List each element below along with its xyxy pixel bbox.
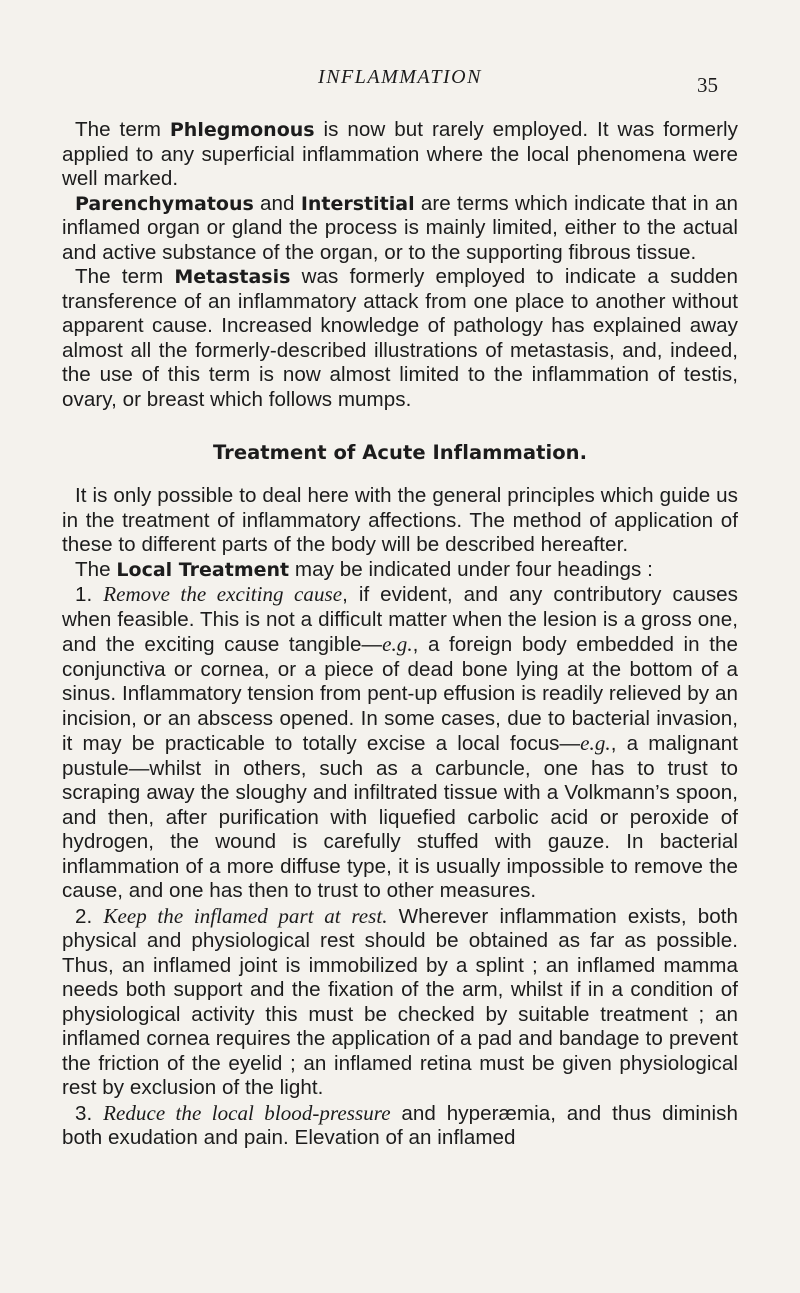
text-run: and hyperæmia, and thus diminish both exudation and pain. Elevation of an inflamed — [62, 1101, 739, 1149]
body-text — [62, 118, 738, 1151]
text-run: It is only possible to deal here with the general principles which guide us in the treatment of inflammatory affections. The method of application of these to different parts of the body will be described hereafter. — [62, 484, 738, 556]
text-run: , a malignant pustule—whilst in others, such as a carbuncle, one has to trust to scraping away the sloughy and infiltrated tissue with a Volkmann’s spoon, and then, after purification with liquefied carbolic acid or peroxide of hydrogen, the wound is carefully stuffed with gauze. In bacterial inflammation of a more diffuse type, it is usually impossible to remove the cause, and one has then to trust to other measures. — [62, 732, 738, 902]
term-interstitial: Interstitial — [300, 192, 415, 215]
text-run: , a foreign body embedded in the conjunctiva or cornea, or a piece of dead bone lying at the bottom of a sinus. Inflammatory tension from pent-up effusion is readily relieved by an incision, or an abscess opened. In some cases, due to bacterial invasion, it may be practicable to totally excise a local focus— — [62, 633, 738, 755]
paragraph-parenchymatous — [62, 192, 738, 266]
text-run: Wherever inflammation exists, both physical and physiological rest should be obtained as far as possible. Thus, an inflamed joint is immobilized by a splint ; an inflamed mamma needs both support and the fixation of the arm, whilst if in a condition of physiological activity this must be checked by suitable treatment ; an inflamed cornea requires the application of a pad and bandage to prevent the friction of the eyelid ; an inflamed retina must be given physiological rest by exclusion of the light. — [62, 904, 739, 1099]
term-parenchymatous: Parenchymatous — [75, 192, 254, 215]
paragraph-phlegmonous — [62, 118, 738, 192]
text-run: are terms which indicate that in an inflamed organ or gland the process is mainly limited, either to the actual and active substance of the organ, or to the supporting fibrous tissue. — [62, 191, 738, 264]
text-run: , if evident, and any contributory causes when feasible. This is not a difficult matter when the lesion is a gross one, and the exciting cause tangible— — [62, 583, 739, 656]
running-title: INFLAMMATION — [318, 66, 482, 88]
text-run: and — [253, 191, 301, 215]
text-run: is now but rarely employed. It was formerly applied to any superficial inflammation where the local phenomena were well marked. — [62, 118, 738, 190]
list-item-1 — [62, 582, 738, 904]
abbrev-eg: e.g. — [580, 731, 611, 755]
term-phlegmonous: Phlegmonous — [169, 119, 315, 141]
term-local-treatment: Local Treatment — [116, 558, 290, 581]
paragraph-intro — [62, 484, 738, 558]
running-head — [60, 66, 740, 102]
text-run: The — [75, 557, 117, 581]
text-run: The term — [75, 118, 170, 141]
term-metastasis: Metastasis — [174, 266, 291, 288]
paragraph-metastasis — [62, 265, 738, 412]
item-heading: Keep the inflamed part at rest. — [103, 903, 388, 928]
text-run: The term — [75, 265, 175, 288]
item-number: 3. — [75, 1101, 104, 1125]
text-run: was formerly employed to indicate a sudden transference of an inflammatory attack from one place to another without apparent cause. Increased knowledge of pathology has explained away almost all the formerly-described illustrations of metastasis, and, indeed, the use of this term is now almost limited to the inflammation of testis, ovary, or breast which follows mumps. — [62, 265, 738, 411]
item-heading: Reduce the local blood-pressure — [103, 1100, 391, 1125]
section-heading: Treatment of Acute Inflammation. — [212, 441, 588, 464]
list-item-3 — [62, 1101, 738, 1151]
item-number: 1. — [75, 583, 104, 606]
item-heading: Remove the exciting cause — [103, 582, 343, 606]
paragraph-local-treatment — [62, 558, 738, 583]
list-item-2 — [62, 904, 738, 1101]
abbrev-eg: e.g. — [382, 632, 413, 656]
text-run: may be indicated under four headings : — [289, 557, 653, 581]
item-number: 2. — [75, 904, 104, 928]
page-number: 35 — [697, 73, 718, 97]
